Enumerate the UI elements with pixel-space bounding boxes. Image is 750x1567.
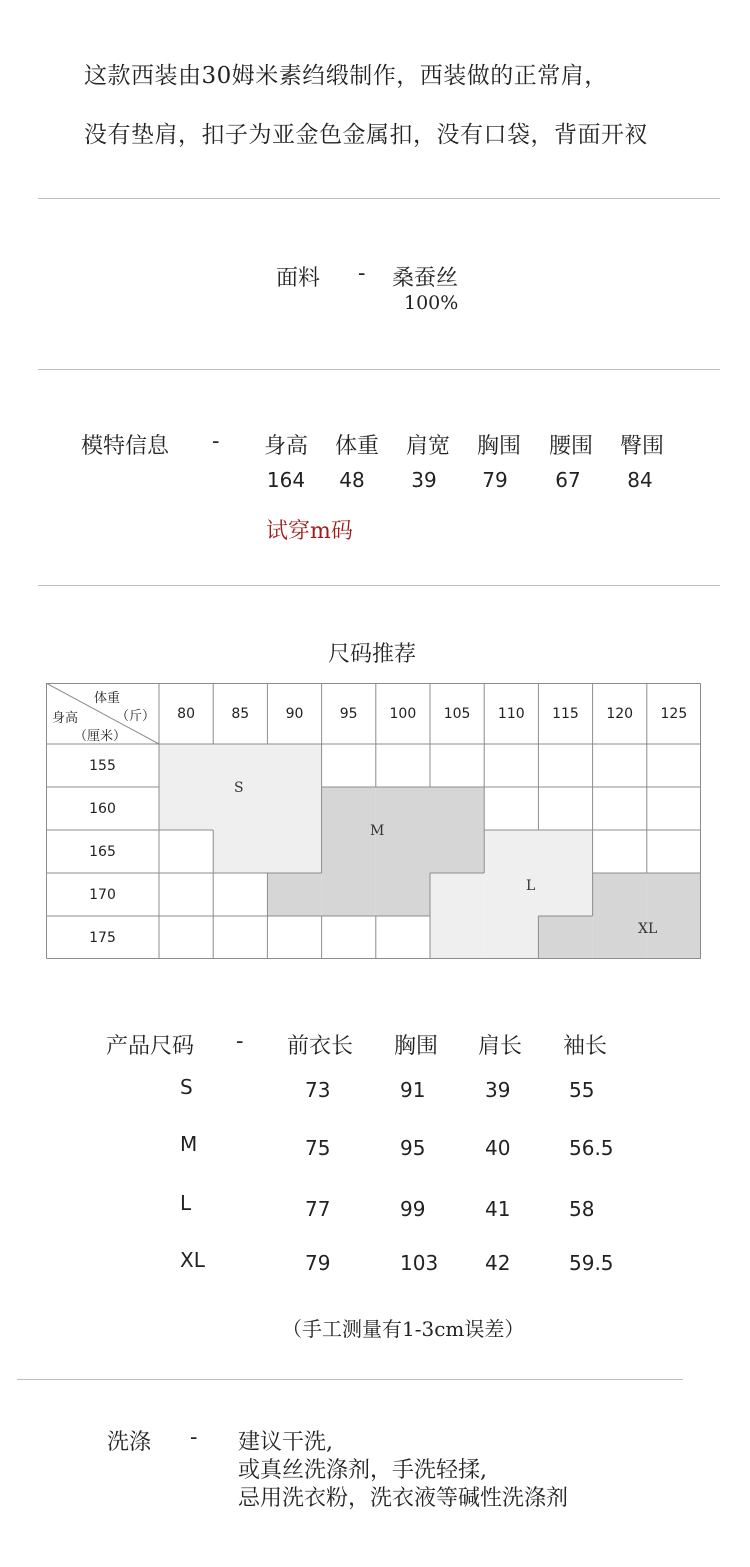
model-col-bust: 胸围 [476, 434, 521, 459]
model-col-weight: 体重 [334, 434, 379, 459]
region-label-m: M [370, 823, 385, 839]
region-cell-s [267, 830, 321, 873]
region-label-l: L [526, 878, 536, 894]
height-header: 165 [89, 843, 116, 860]
intro-line-1: 这款西装由30姆米素绉缎制作，西装做的正常肩， [84, 63, 608, 89]
intro-line-2: 没有垫肩，扣子为亚金色金属扣，没有口袋，背面开衩 [84, 122, 648, 148]
region-cell-m [376, 873, 430, 916]
header-shoulder: 肩长 [478, 1034, 523, 1059]
region-cell-xl [647, 873, 701, 916]
divider [38, 198, 720, 199]
washing-dash: - [190, 1425, 198, 1450]
region-cell-m [430, 830, 484, 873]
size-row-value: 75 [305, 1136, 331, 1160]
weight-header: 100 [389, 705, 417, 722]
region-cell-m [322, 830, 376, 873]
model-col-hip: 臀围 [619, 434, 664, 459]
header-bust: 胸围 [394, 1034, 439, 1059]
size-row-value: 95 [400, 1136, 426, 1160]
model-value-bust: 79 [482, 468, 508, 492]
region-cell-s [213, 830, 267, 873]
washing-line-3: 忌用洗衣粉，洗衣液等碱性洗涤剂 [238, 1486, 569, 1511]
model-value-waist: 67 [555, 468, 581, 492]
fabric-percent: 100% [404, 292, 459, 314]
header-front-length: 前衣长 [287, 1034, 354, 1059]
washing-line-1: 建议干洗, [238, 1430, 333, 1455]
weight-header: 85 [231, 705, 250, 722]
height-header: 170 [89, 886, 116, 903]
corner-cm: （厘米） [74, 729, 127, 744]
region-cell-s [159, 744, 213, 787]
region-cell-l [538, 873, 592, 916]
region-cell-m [430, 787, 484, 830]
size-row-value: 55 [569, 1078, 595, 1102]
model-col-shoulder: 肩宽 [405, 434, 450, 459]
region-cell-m [267, 873, 321, 916]
model-label: 模特信息 [81, 434, 170, 459]
fabric-material: 桑蚕丝 [392, 266, 459, 291]
size-row-value: 99 [400, 1197, 426, 1221]
weight-header: 105 [443, 705, 471, 722]
model-dash: - [212, 429, 220, 454]
region-cell-l [484, 916, 538, 959]
size-row-value: 73 [305, 1078, 331, 1102]
weight-header: 80 [177, 705, 195, 722]
weight-header: 125 [660, 705, 688, 722]
model-value-weight: 48 [339, 468, 365, 492]
size-row-value: 103 [400, 1251, 439, 1275]
region-cell-m [322, 873, 376, 916]
region-cell-m [322, 787, 376, 830]
divider [38, 369, 720, 370]
size-row-label: XL [180, 1248, 205, 1272]
weight-header: 120 [606, 705, 634, 722]
size-row-value: 42 [485, 1251, 511, 1275]
model-value-shoulder: 39 [411, 468, 437, 492]
size-row-value: 41 [485, 1197, 511, 1221]
divider [17, 1379, 683, 1380]
size-recommend-title: 尺码推荐 [328, 642, 417, 667]
region-cell-s [267, 744, 321, 787]
model-value-hip: 84 [627, 468, 653, 492]
region-label-s: S [234, 780, 244, 796]
model-col-waist: 腰围 [548, 434, 593, 459]
size-recommend-grid [46, 683, 701, 959]
region-cell-s [159, 787, 213, 830]
size-row-value: 91 [400, 1078, 426, 1102]
measurement-note: （手工测量有1-3cm误差） [282, 1317, 525, 1341]
corner-weight: 体重 [94, 691, 121, 706]
size-row-label: L [180, 1191, 192, 1215]
region-cell-xl [538, 916, 592, 959]
region-cell-l [430, 916, 484, 959]
fabric-dash: - [358, 261, 366, 286]
washing-line-2: 或真丝洗涤剂，手洗轻揉, [238, 1458, 487, 1483]
size-row-label: M [180, 1132, 198, 1156]
corner-height: 身高 [52, 711, 79, 726]
washing-label: 洗涤 [107, 1430, 152, 1455]
header-sleeve: 袖长 [563, 1034, 608, 1059]
size-row-label: S [180, 1075, 193, 1099]
weight-header: 95 [339, 705, 358, 722]
weight-header: 115 [552, 705, 579, 722]
size-row-value: 79 [305, 1251, 331, 1275]
model-value-height: 164 [266, 468, 306, 492]
size-row-value: 58 [569, 1197, 595, 1221]
size-row-value: 56.5 [569, 1136, 614, 1160]
height-header: 155 [89, 757, 116, 774]
region-cell-l [484, 830, 538, 873]
fabric-label: 面料 [276, 266, 321, 291]
corner-jin: （斤） [116, 709, 156, 724]
product-size-dash: - [236, 1029, 244, 1054]
region-cell-s [267, 787, 321, 830]
product-size-label: 产品尺码 [106, 1034, 195, 1059]
region-cell-l [538, 830, 592, 873]
region-label-xl: XL [638, 921, 658, 937]
region-cell-xl [593, 873, 647, 916]
size-row-value: 39 [485, 1078, 511, 1102]
region-cell-l [430, 873, 484, 916]
weight-header: 110 [497, 705, 525, 722]
size-row-value: 40 [485, 1136, 511, 1160]
model-col-height: 身高 [263, 434, 308, 459]
weight-header: 90 [285, 705, 304, 722]
divider [38, 585, 720, 586]
size-row-value: 77 [305, 1197, 331, 1221]
try-on-size: 试穿m码 [266, 519, 353, 544]
size-row-value: 59.5 [569, 1251, 614, 1275]
height-header: 175 [89, 929, 116, 946]
height-header: 160 [89, 800, 116, 817]
